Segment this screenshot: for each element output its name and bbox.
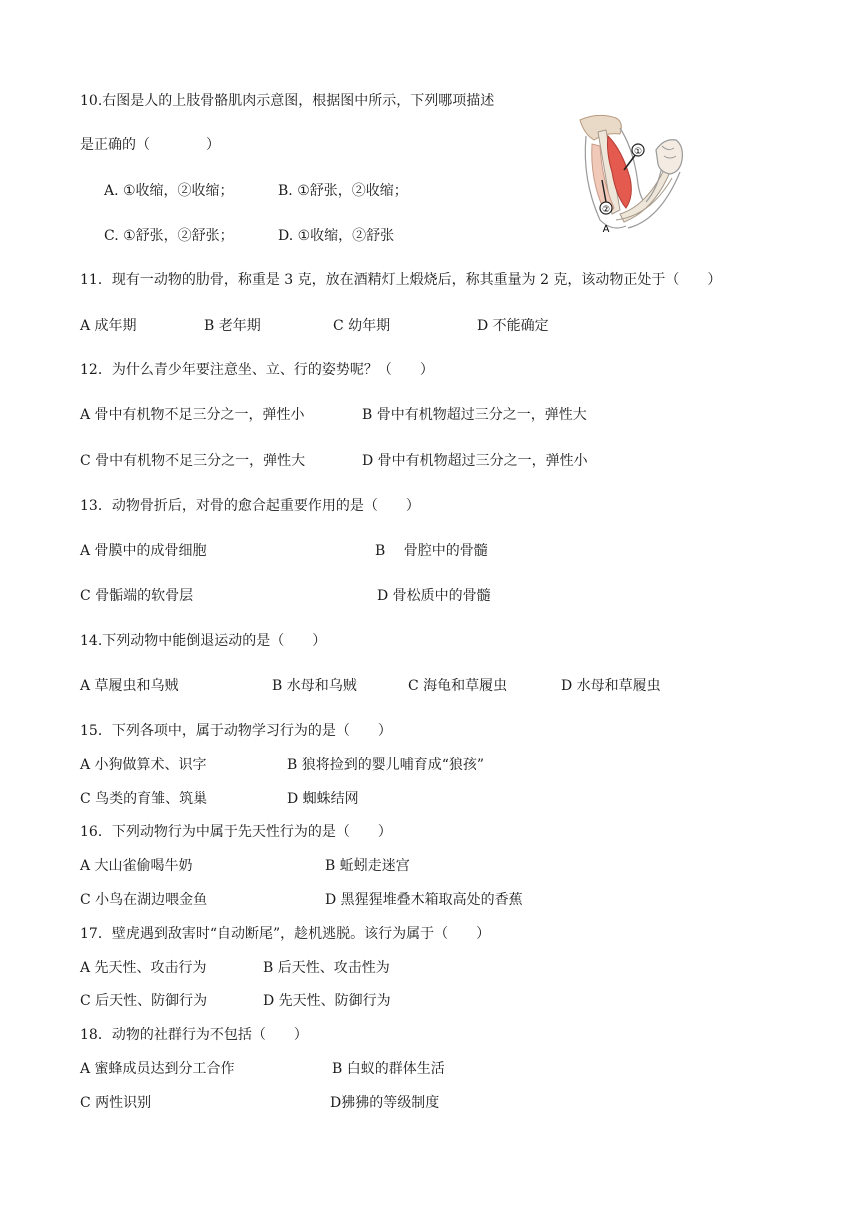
- question-12-option-b: B 骨中有机物超过三分之一，弹性大: [362, 407, 587, 423]
- question-14-option-d: D 水母和草履虫: [561, 678, 661, 694]
- question-10-option-a: A. ①收缩，②收缩；: [104, 183, 234, 199]
- question-13-option-d: D 骨松质中的骨髓: [377, 588, 491, 604]
- question-17-option-c: C 后天性、防御行为: [80, 993, 208, 1009]
- question-12-option-c: C 骨中有机物不足三分之一，弹性大: [80, 453, 306, 469]
- question-16-option-d: D 黑猩猩堆叠木箱取高处的香蕉: [325, 892, 523, 908]
- arm-muscle-figure: [576, 110, 684, 248]
- question-17-option-a: A 先天性、攻击行为: [80, 960, 207, 976]
- question-13-option-a: A 骨膜中的成骨细胞: [80, 543, 207, 559]
- question-10-option-b: B. ①舒张，②收缩；: [278, 183, 408, 199]
- question-18-option-d: D狒狒的等级制度: [330, 1095, 440, 1111]
- question-11-option-c: C 幼年期: [333, 318, 391, 334]
- question-18-option-c: C 两性识别: [80, 1095, 152, 1111]
- question-15-option-b: B 狼将捡到的婴儿哺育成“狼孩”: [287, 757, 485, 773]
- question-10-option-d: D. ①收缩，②舒张: [278, 228, 395, 244]
- question-16-option-b: B 蚯蚓走迷宫: [325, 858, 410, 874]
- question-10-option-c: C. ①舒张，②舒张；: [104, 228, 234, 244]
- question-17-stem: 17．壁虎遇到敌害时“自动断尾”，趁机逃脱。该行为属于（ ）: [80, 926, 491, 942]
- question-12-option-a: A 骨中有机物不足三分之一，弹性小: [80, 407, 305, 423]
- question-14-stem: 14.下列动物中能倒退运动的是（ ）: [80, 633, 327, 649]
- question-16-option-a: A 大山雀偷喝牛奶: [80, 858, 193, 874]
- question-16-stem: 16．下列动物行为中属于先天性行为的是（ ）: [80, 824, 392, 840]
- figure-label-a: A: [602, 224, 610, 235]
- question-10-stem-line-1: 10.右图是人的上肢骨骼肌肉示意图，根据图中所示，下列哪项描述: [80, 93, 495, 109]
- question-12-option-d: D 骨中有机物超过三分之一，弹性小: [362, 453, 588, 469]
- question-17-option-b: B 后天性、攻击性为: [263, 960, 390, 976]
- question-11-option-a: A 成年期: [80, 318, 137, 334]
- question-11-option-b: B 老年期: [204, 318, 261, 334]
- question-15-stem: 15．下列各项中，属于动物学习行为的是（ ）: [80, 723, 392, 739]
- question-15-option-c: C 鸟类的育雏、筑巢: [80, 791, 208, 807]
- question-17-option-d: D 先天性、防御行为: [263, 993, 391, 1009]
- question-18-stem: 18．动物的社群行为不包括（ ）: [80, 1027, 308, 1043]
- question-10-stem-line-2: 是正确的（ ）: [80, 137, 220, 153]
- figure-label-2: ②: [601, 205, 611, 215]
- question-14-option-b: B 水母和乌贼: [272, 678, 357, 694]
- question-13-option-c: C 骨骺端的软骨层: [80, 588, 194, 604]
- question-12-stem: 12．为什么青少年要注意坐、立、行的姿势呢？（ ）: [80, 362, 434, 378]
- question-14-option-a: A 草履虫和乌贼: [80, 678, 179, 694]
- question-15-option-d: D 蜘蛛结网: [287, 791, 359, 807]
- question-13-stem: 13．动物骨折后，对骨的愈合起重要作用的是（ ）: [80, 498, 420, 514]
- question-11-option-d: D 不能确定: [477, 318, 549, 334]
- question-18-option-a: A 蜜蜂成员达到分工合作: [80, 1061, 235, 1077]
- question-14-option-c: C 海龟和草履虫: [408, 678, 508, 694]
- question-13-option-b: B 骨腔中的骨髓: [375, 543, 488, 559]
- figure-label-1: ①: [633, 147, 643, 157]
- question-16-option-c: C 小鸟在湖边喂金鱼: [80, 892, 208, 908]
- question-15-option-a: A 小狗做算术、识字: [80, 757, 207, 773]
- question-11-stem: 11．现有一动物的肋骨，称重是 3 克，放在酒精灯上煅烧后，称其重量为 2 克，该动物正处于（ ）: [80, 272, 722, 288]
- question-18-option-b: B 白蚁的群体生活: [332, 1061, 445, 1077]
